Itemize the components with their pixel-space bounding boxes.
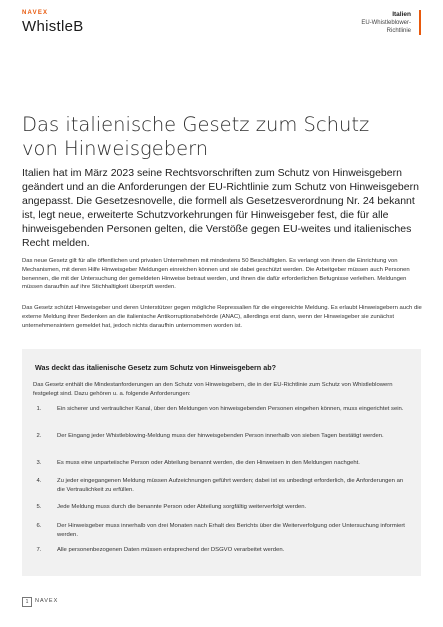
lead-paragraph: Italien hat im März 2023 seine Rechtsvorschriften zum Schutz von Hinweisgebern geändert und an die Anforderungen der EU-Richtlinie zum Schutz von Hinweisgebern angepasst. Die Gesetzesnovelle, die formell als Gesetzesverordnung Nr. 24 bekannt ist, legt neue, erweiterte Schutzvorkehrungen für Hinweisgeber fest, die für alle hinweisgebenden Personen gelten, die Verstöße gegen EU-weites und italienisches Recht melden.: [22, 167, 419, 250]
list-text: Ein sicherer und vertraulicher Kanal, über den Meldungen von hinweisgebenden Personen eingehen können, muss eingerichtet sein.: [57, 406, 404, 412]
title-line-1: Das italienische Gesetz zum Schutz: [22, 113, 370, 136]
box-intro: Das Gesetz enthält die Mindestanforderungen an den Schutz von Hinweisgebern, die in der EU-Richtlinie zum Schutz von Whistleblowern festgelegt sind. Dazu gehören u. a. folgende Anforderungen:: [33, 382, 393, 397]
page-title: [22, 113, 422, 161]
list-text: Der Eingang jeder Whistleblowing-Meldung muss der hinweisgebenden Person innerhalb von sieben Tagen bestätigt werden.: [57, 433, 384, 439]
navex-logo: NAVEX: [22, 10, 49, 16]
document-subtitle-line1: EU-Whistleblower-: [361, 20, 411, 26]
country-label: Italien: [392, 11, 411, 18]
footer-brand: NAVEX: [35, 598, 59, 604]
list-number: 1.: [36, 406, 42, 412]
list-number: 3.: [36, 460, 42, 466]
whistleb-logo: WhistleB: [22, 18, 84, 35]
list-text: Zu jeder eingegangenen Meldung müssen Aufzeichnungen geführt werden; dabei ist es unbedingt erforderlich, die Anforderungen an die Vertraulichkeit zu erfüllen.: [57, 478, 404, 493]
list-text: Alle personenbezogenen Daten müssen entsprechend der DSGVO verarbeitet werden.: [57, 547, 285, 553]
list-number: 6.: [36, 523, 42, 529]
list-number: 5.: [36, 504, 42, 510]
page-header: [22, 10, 421, 50]
list-number: 7.: [36, 547, 42, 553]
list-text: Der Hinweisgeber muss innerhalb von drei Monaten nach Erhalt des Berichts über die Weiterverfolgung oder Untersuchung informiert werden.: [57, 523, 405, 538]
body-paragraph: Das neue Gesetz gilt für alle öffentlichen und privaten Unternehmen mit mindestens 50 Beschäftigten. Es verlangt von ihnen die Einrichtung von Mechanismen, mit deren Hilfe Hinweisgeber Meldungen einreichen können und sie dabei geschützt werden. Die Arbeitgeber müssen auch Personen benennen, die mit der Untersuchung der gemeldeten Hinweise betraut werden, und ihnen die dafür erforderlichen Befugnisse verleihen. Meldungen müssen daraufhin auf ihre Stichhaltigkeit überprüft werden.: [22, 258, 410, 291]
list-number: 4.: [36, 478, 42, 484]
list-text: Jede Meldung muss durch die benannte Person oder Abteilung sorgfältig weiterverfolgt werden.: [57, 504, 307, 510]
list-text: Es muss eine unparteiische Person oder Abteilung benannt werden, die den Hinweisen in den Meldungen nachgeht.: [57, 460, 360, 466]
header-label: [361, 10, 421, 35]
document-subtitle-line2: Richtlinie: [386, 28, 411, 34]
page-number: 1: [22, 597, 32, 607]
box-title: Was deckt das italienische Gesetz zum Schutz von Hinweisgebern ab?: [35, 363, 276, 372]
requirements-box: [22, 349, 421, 576]
body-paragraph: Das Gesetz schützt Hinweisgeber und deren Unterstützer gegen mögliche Repressalien für die eingereichte Meldung. Es erlaubt Hinweisgebern auch die externe Meldung ihrer Bedenken an die italienische Antikorruptionsbehörde (ANAC), allerdings erst dann, wenn der Hinweisgeber sie zunächst unternehmensintern gemeldet hat, jedoch nichts daraufhin unternommen worden ist.: [22, 305, 422, 329]
title-line-2: von Hinweisgebern: [22, 137, 209, 160]
list-number: 2.: [36, 433, 42, 439]
